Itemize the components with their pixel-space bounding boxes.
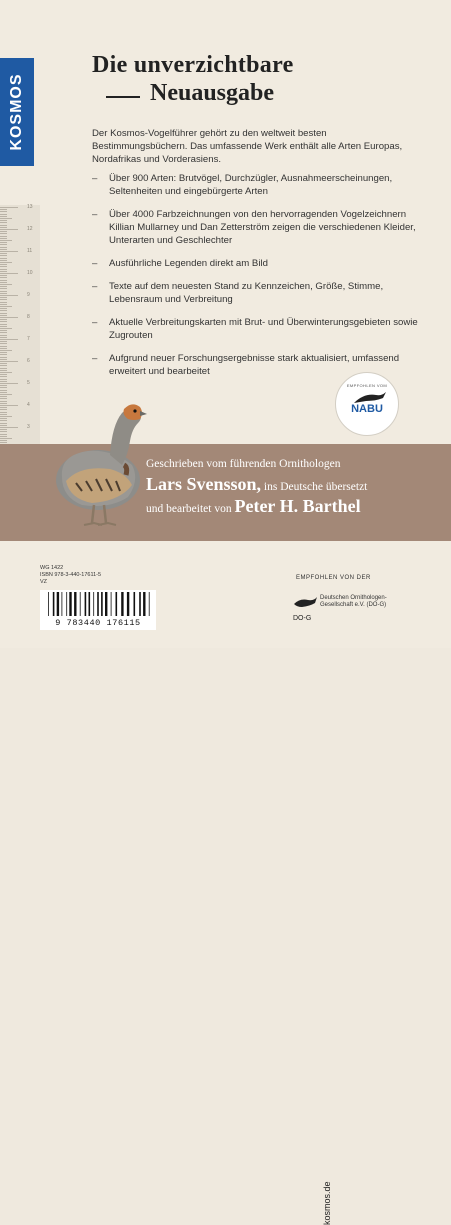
feature-text: Aktuelle Verbreitungskarten mit Brut- und Überwinterungsgebieten sowie Zugrouten [109,317,418,341]
ruler-tick [0,253,7,254]
ruler-tick [0,304,7,305]
barcode-bar [89,592,91,616]
feature-item: – Aufgrund neuer Forschungsergebnisse stark aktualisiert, umfassend erweitert und bearbeitet [92,353,400,377]
dog-abbr: DO-G [293,615,312,622]
dog-name-text: Deutschen Ornithologen-Gesellschaft e.V. (DO-G) [320,595,387,608]
ruler-tick [0,425,7,426]
ruler-tick [0,429,7,430]
ruler-tick [0,231,7,232]
feature-list [92,172,422,388]
ruler-tick [0,361,18,362]
ruler-tick [0,293,7,294]
ruler-tick [0,286,7,287]
barcode-bars [40,590,156,620]
barcode-bar [66,592,67,616]
ruler-tick [0,339,18,340]
ruler-tick [0,374,7,375]
ruler-tick [0,295,18,296]
ruler-tick [0,396,7,397]
barcode-bar [121,592,123,616]
ruler-tick [0,343,7,344]
barcode-bar [134,592,136,616]
ruler-tick [0,247,7,248]
ruler-tick [0,233,7,234]
ruler-tick [0,269,7,270]
barcode-bar [127,592,129,616]
ruler-tick [0,326,7,327]
ruler-tick [0,431,7,432]
ruler-tick [0,251,18,252]
barcode-bar [62,592,63,616]
ruler-tick [0,260,7,261]
banner-line-3 [146,496,361,517]
barcode-bar [74,592,76,616]
ruler-tick [0,383,18,384]
ruler-tick [0,394,12,395]
ruler-number: 13 [27,204,33,210]
ruler-tick [0,291,7,292]
barcode-bar [101,592,103,616]
ruler-tick [0,255,7,256]
nabu-logo: NABU [351,403,383,415]
ruler-number: 10 [27,270,33,276]
ruler-tick [0,313,7,314]
ruler-tick [0,308,7,309]
feature-item: – Über 900 Arten: Brutvögel, Durchzügler, Ausnahmeerscheinungen, Seltenheiten und eingebürgerte Arten [92,173,393,197]
title-line-2: Neuausgabe [150,80,275,106]
banner-line-1: Geschrieben vom führenden Ornithologen [146,458,341,470]
ruler-tick [0,227,7,228]
vz: VZ [40,579,48,585]
banner-line-2 [146,474,367,495]
banner-line-3-pre: und bearbeitet von [146,503,235,515]
ruler-tick [0,306,12,307]
ruler-tick [0,216,7,217]
ruler-tick [0,273,18,274]
ruler-tick [0,420,7,421]
ruler-tick [0,258,7,259]
ruler-tick [0,207,18,208]
ruler-tick [0,418,7,419]
ruler-tick [0,280,7,281]
ruler-tick [0,385,7,386]
barcode-number: 9 783440 176115 [55,618,141,628]
ruler-tick [0,319,7,320]
ruler-tick [0,321,7,322]
ruler-tick [0,297,7,298]
ruler-tick [0,359,7,360]
dog-bird-logo [290,588,320,628]
recommended-by-label: EMPFOHLEN VON DER [296,575,371,581]
ruler-tick [0,416,12,417]
ruler-tick [0,357,7,358]
ruler-tick [0,242,7,243]
ruler-tick [0,335,7,336]
ruler-tick [0,365,7,366]
ruler-tick [0,341,7,342]
ruler-tick [0,211,7,212]
website[interactable]: kosmos.de [322,1181,332,1225]
ruler-tick [0,403,7,404]
ruler-tick [0,244,7,245]
ruler-number: 5 [27,380,30,386]
ruler-tick [0,218,12,219]
barcode-bar [85,592,87,616]
ruler-tick [0,440,7,441]
ruler-tick [0,302,7,303]
ruler-tick [0,346,7,347]
ruler-number: 7 [27,336,30,342]
ruler-tick [0,249,7,250]
ruler-tick [0,332,7,333]
feature-item: – Texte auf dem neuesten Stand zu Kennzeichen, Größe, Stimme, Lebensraum und Verbreitung [92,281,384,305]
ruler-tick [0,310,7,311]
ruler-tick [0,392,7,393]
ruler-tick [0,414,7,415]
dog-name [320,595,400,609]
ruler-tick [0,262,12,263]
ruler-number: 11 [27,248,33,254]
ruler-tick [0,370,7,371]
ruler-tick [0,401,7,402]
ruler-tick [0,288,7,289]
ruler-tick [0,363,7,364]
barcode-bar [93,592,94,616]
feature-text: Texte auf dem neuesten Stand zu Kennzeichen, Größe, Stimme, Lebensraum und Verbreitung [109,281,384,305]
ruler-tick [0,266,7,267]
feature-item: – Ausführliche Legenden direkt am Bild [92,258,268,269]
barcode [40,590,156,630]
title-rule [106,96,140,98]
ruler-tick [0,434,7,435]
ruler-number: 3 [27,424,30,430]
ruler-tick [0,315,7,316]
barcode-bar [97,592,99,616]
nabu-badge [335,372,399,436]
ruler-tick [0,275,7,276]
isbn: ISBN 978-3-440-17611-5 [40,572,102,578]
product-code: WG 1422 [40,565,64,571]
ruler-number: 12 [27,226,33,232]
ruler-tick [0,381,7,382]
barcode-bar [80,592,81,616]
feature-item: – Über 4000 Farbzeichnungen von den hervorragenden Vogelzeichnern Killian Mullarney und Dan Zetterström zeigen die verschiedenen Kleider, Unterarten und Geschlechter [92,209,416,246]
ruler-tick [0,324,7,325]
ruler-tick [0,282,7,283]
translator-name: Peter H. Barthel [234,496,361,516]
ruler-tick [0,398,7,399]
ruler-tick [0,337,7,338]
barcode-bar [57,592,59,616]
ruler-number: 9 [27,292,30,298]
barcode-bar [69,592,71,616]
ruler-tick [0,390,7,391]
barcode-bar [53,592,55,616]
barcode-bar [111,592,112,616]
ruler-tick [0,220,7,221]
ruler-tick [0,236,7,237]
ruler-tick [0,423,7,424]
ruler-tick [0,436,7,437]
ruler-tick [0,271,7,272]
ruler-number: 4 [27,402,30,408]
feature-text: Ausführliche Legenden direkt am Bild [109,258,268,269]
barcode-bar [143,592,145,616]
ruler-tick [0,222,7,223]
barcode-bar [105,592,107,616]
ruler-tick [0,238,7,239]
ruler-tick [0,379,7,380]
partridge-illustration [40,385,150,545]
ruler-tick [0,225,7,226]
ruler-tick [0,240,12,241]
ruler-tick [0,350,12,351]
barcode-bar [139,592,141,616]
product-info [40,565,101,586]
ruler-tick [0,405,18,406]
author-name: Lars Svensson, [146,474,262,494]
title-line-1: Die unverzichtbare [92,52,294,78]
ruler-tick [0,368,7,369]
ruler-tick [0,277,7,278]
ruler-tick [0,264,7,265]
ruler-tick [0,317,18,318]
ruler-tick [0,407,7,408]
ruler-tick [0,214,7,215]
ruler-number: 8 [27,314,30,320]
feature-text: Über 900 Arten: Brutvögel, Durchzügler, Ausnahmeerscheinungen, Seltenheiten und eingebürgerte Arten [109,173,393,197]
ruler-tick [0,376,7,377]
ruler-tick [0,387,7,388]
nabu-recommended-label: EMPFOHLEN VOM [346,383,388,388]
ruler-tick [0,427,18,428]
ruler-tick [0,330,7,331]
barcode-bar [149,592,150,616]
ruler-tick [0,438,12,439]
ruler-tick [0,209,7,210]
kosmos-brand-band [0,58,34,166]
feature-text: Über 4000 Farbzeichnungen von den hervorragenden Vogelzeichnern Killian Mullarney und Dan Zetterström zeigen die verschiedenen Kleider, Unterarten und Geschlechter [109,209,416,246]
ruler-tick [0,352,7,353]
banner-line-2-rest: ins Deutsche übersetzt [261,481,368,493]
intro-text: Der Kosmos-Vogelführer gehört zu den weltweit besten Bestimmungsbüchern. Das umfassende Werk enthält alle Arten Europas, Nordafrikas und Vorderasiens. [92,128,403,165]
ruler-tick [0,229,18,230]
ruler-tick [0,328,12,329]
ruler-tick [0,412,7,413]
ruler-tick [0,348,7,349]
ruler-tick [0,284,12,285]
brand-label: KOSMOS [8,73,25,151]
barcode-bar [48,592,49,616]
feature-item: – Aktuelle Verbreitungskarten mit Brut- und Überwinterungsgebieten sowie Zugrouten [92,317,418,341]
barcode-bar [116,592,118,616]
feature-text: Aufgrund neuer Forschungsergebnisse stark aktualisiert, umfassend erweitert und bearbeitet [109,353,400,377]
ruler-tick [0,409,7,410]
ruler-tick [0,299,7,300]
ruler-tick [0,354,7,355]
ruler-number: 6 [27,358,30,364]
ruler-tick [0,372,12,373]
